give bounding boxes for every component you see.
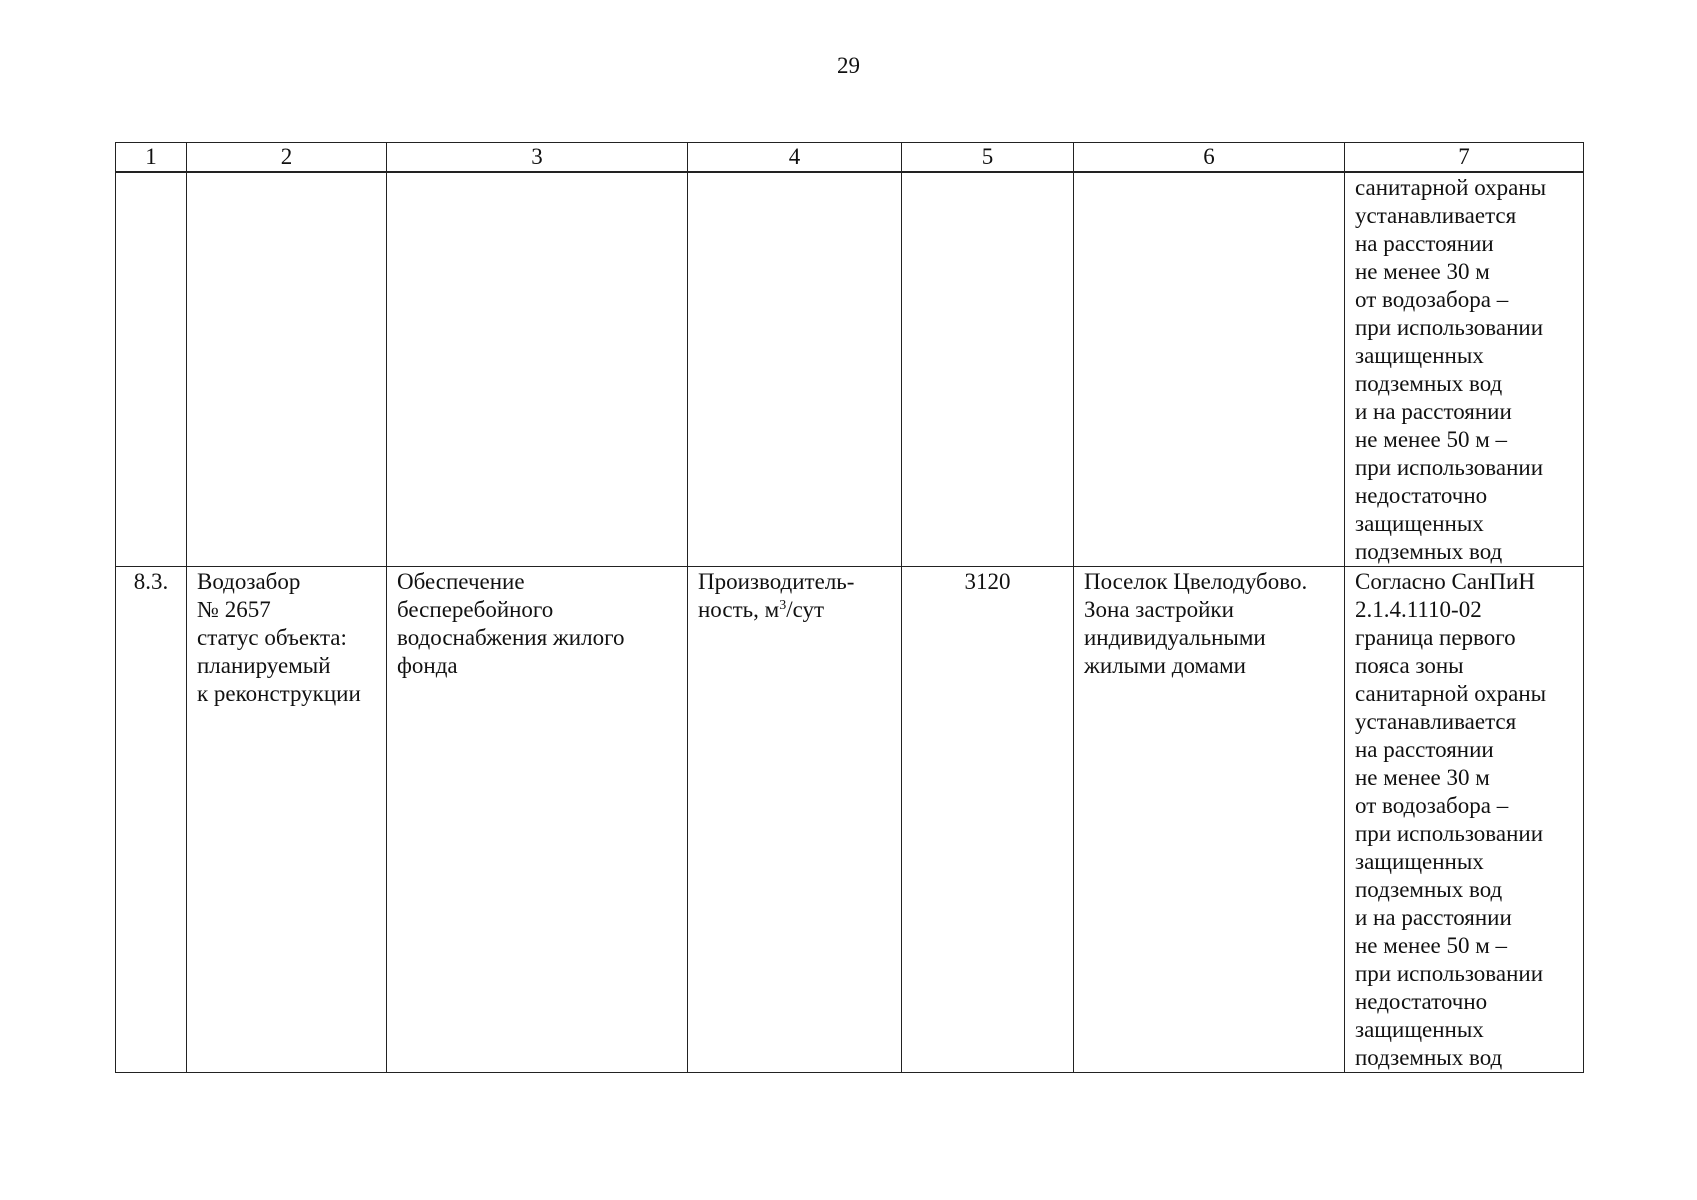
text-line: планируемый bbox=[197, 653, 331, 678]
characteristic-unit: ность, м bbox=[698, 597, 780, 622]
text-line: и на расстоянии bbox=[1355, 399, 1512, 424]
text-line: от водозабора – bbox=[1355, 287, 1509, 312]
header-cell-5: 5 bbox=[902, 143, 1074, 173]
text-line: недостаточно bbox=[1355, 989, 1488, 1014]
text-line: устанавливается bbox=[1355, 203, 1517, 228]
text-line: Водозабор bbox=[197, 569, 301, 594]
sanitary-zone-text bbox=[1345, 567, 1584, 1073]
text-line: № 2657 bbox=[197, 597, 271, 622]
text-line: подземных вод bbox=[1355, 539, 1503, 564]
text-line: при использовании bbox=[1355, 821, 1543, 846]
text-line: при использовании bbox=[1355, 455, 1543, 480]
text-line: на расстоянии bbox=[1355, 737, 1494, 762]
page-number: 29 bbox=[837, 53, 860, 78]
text-line: водоснабжения жилого bbox=[397, 625, 625, 650]
text-line: не менее 30 м bbox=[1355, 765, 1490, 790]
header-cell-2: 2 bbox=[187, 143, 387, 173]
text-line: защищенных bbox=[1355, 849, 1484, 874]
object-name bbox=[187, 567, 387, 1073]
text-line: на расстоянии bbox=[1355, 231, 1494, 256]
cont-cell-2 bbox=[187, 172, 387, 567]
text-line: пояса зоны bbox=[1355, 653, 1464, 678]
characteristic-value: 3120 bbox=[902, 567, 1074, 1073]
text-line: санитарной охраны bbox=[1355, 175, 1547, 200]
table-header-row bbox=[116, 143, 1584, 173]
text-line: фонда bbox=[397, 653, 458, 678]
header-cell-7: 7 bbox=[1345, 143, 1584, 173]
object-location bbox=[1074, 567, 1345, 1073]
text-line: устанавливается bbox=[1355, 709, 1517, 734]
text-line: не менее 30 м bbox=[1355, 259, 1490, 284]
text-line: от водозабора – bbox=[1355, 793, 1509, 818]
text-line: и на расстоянии bbox=[1355, 905, 1512, 930]
text-line: не менее 50 м – bbox=[1355, 933, 1508, 958]
text-line: жилыми домами bbox=[1084, 653, 1246, 678]
object-characteristic bbox=[688, 567, 902, 1073]
text-line: подземных вод bbox=[1355, 1045, 1503, 1070]
characteristic-unit-suffix: /сут bbox=[786, 597, 825, 622]
text-line: подземных вод bbox=[1355, 877, 1503, 902]
text-line: не менее 50 м – bbox=[1355, 427, 1508, 452]
cont-cell-4 bbox=[688, 172, 902, 567]
text-line: санитарной охраны bbox=[1355, 681, 1547, 706]
table-row-8-3 bbox=[116, 567, 1584, 1073]
text-line: защищенных bbox=[1355, 1017, 1484, 1042]
table-row-continuation bbox=[116, 172, 1584, 567]
text-line: граница первого bbox=[1355, 625, 1516, 650]
document-table bbox=[115, 142, 1584, 1073]
header-cell-6: 6 bbox=[1074, 143, 1345, 173]
cont-cell-6 bbox=[1074, 172, 1345, 567]
header-cell-3: 3 bbox=[387, 143, 688, 173]
text-line: бесперебойного bbox=[397, 597, 554, 622]
text-line: подземных вод bbox=[1355, 371, 1503, 396]
text-line: при использовании bbox=[1355, 961, 1543, 986]
cont-cell-5 bbox=[902, 172, 1074, 567]
text-line: Согласно СанПиН bbox=[1355, 569, 1535, 594]
text-line: Обеспечение bbox=[397, 569, 525, 594]
text-line: при использовании bbox=[1355, 315, 1543, 340]
text-line: недостаточно bbox=[1355, 483, 1488, 508]
cont-cell-1 bbox=[116, 172, 187, 567]
text-line: Зона застройки bbox=[1084, 597, 1234, 622]
text-line: статус объекта: bbox=[197, 625, 347, 650]
text-line: защищенных bbox=[1355, 343, 1484, 368]
text-line: 2.1.4.1110-02 bbox=[1355, 597, 1482, 622]
characteristic-line2 bbox=[698, 596, 891, 624]
object-purpose bbox=[387, 567, 688, 1073]
unit-superscript: 3 bbox=[779, 598, 787, 613]
text-line: к реконструкции bbox=[197, 681, 361, 706]
text-line: защищенных bbox=[1355, 511, 1484, 536]
text-line: индивидуальными bbox=[1084, 625, 1266, 650]
row-number: 8.3. bbox=[116, 567, 187, 1073]
text-line: Поселок Цвелодубово. bbox=[1084, 569, 1308, 594]
header-cell-1: 1 bbox=[116, 143, 187, 173]
characteristic-line1: Производитель- bbox=[698, 569, 855, 594]
cont-cell-3 bbox=[387, 172, 688, 567]
header-cell-4: 4 bbox=[688, 143, 902, 173]
cont-zone-text bbox=[1345, 172, 1584, 567]
